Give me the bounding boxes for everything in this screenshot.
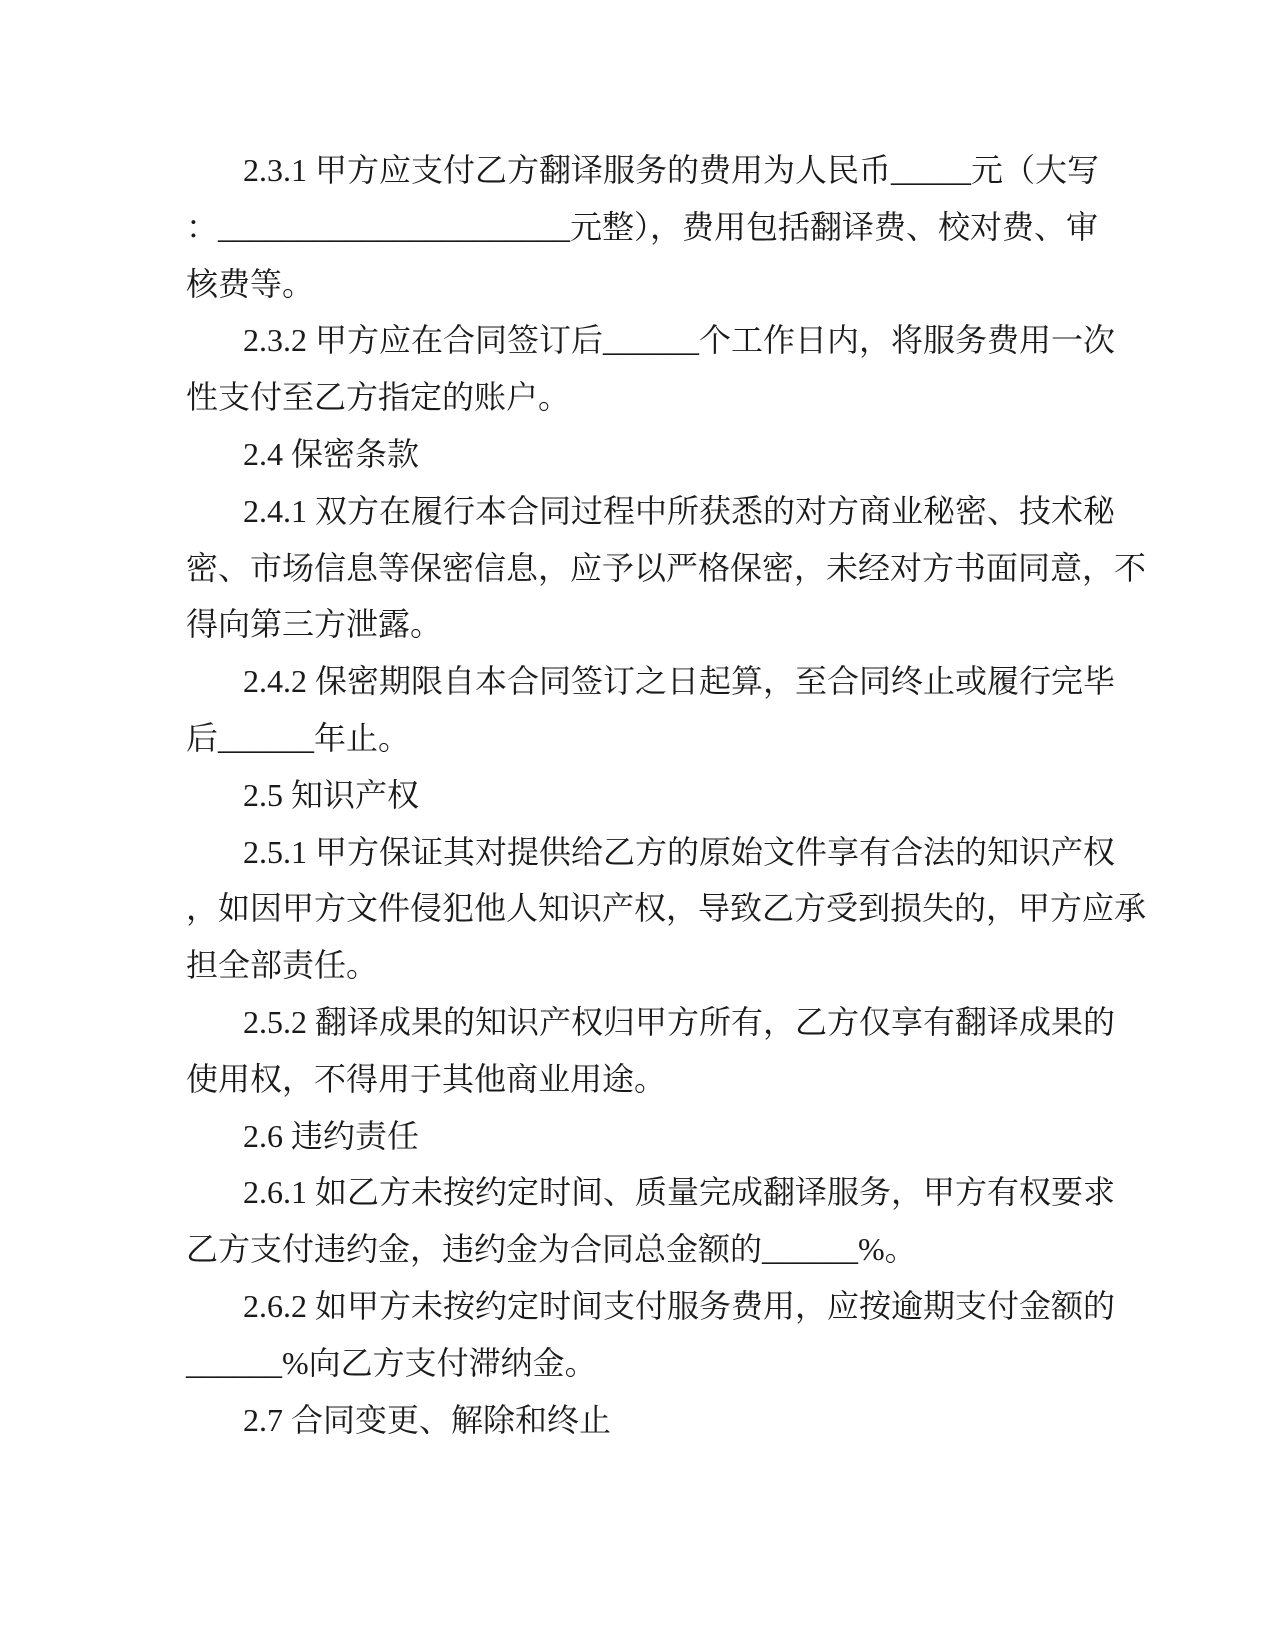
contract-text-block	[186, 142, 1147, 1448]
text-line: 核费等。	[186, 265, 315, 302]
text-line: 2.5.2 翻译成果的知识产权归甲方所有，乙方仅享有翻译成果的	[243, 1003, 1116, 1040]
text-line: 2.3.1 甲方应支付乙方翻译服务的费用为人民币_____元（大写	[243, 152, 1100, 188]
text-line: 使用权，不得用于其他商业用途。	[186, 1060, 667, 1097]
text-line: 得向第三方泄露。	[186, 606, 443, 643]
text-line: 2.5.1 甲方保证其对提供给乙方的原始文件享有合法的知识产权	[243, 833, 1116, 870]
text-line: 2.6 违约责任	[243, 1117, 420, 1154]
text-line: 后______年止。	[186, 719, 411, 756]
text-line: 2.4.2 保密期限自本合同签订之日起算，至合同终止或履行完毕	[243, 663, 1116, 700]
text-line: ，如因甲方文件侵犯他人知识产权，导致乙方受到损失的，甲方应承	[186, 890, 1147, 927]
text-line: 2.5 知识产权	[243, 776, 420, 813]
text-line: 2.6.1 如乙方未按约定时间、质量完成翻译服务，甲方有权要求	[243, 1174, 1116, 1211]
text-line: 性支付至乙方指定的账户。	[186, 379, 571, 416]
text-line: 担全部责任。	[186, 947, 379, 984]
text-line: 2.3.2 甲方应在合同签订后______个工作日内，将服务费用一次	[243, 322, 1116, 359]
text-line: ：______________________元整），费用包括翻译费、校对费、审	[186, 208, 1099, 245]
text-line: 密、市场信息等保密信息，应予以严格保密，未经对方书面同意，不	[186, 549, 1147, 586]
text-line: ______%向乙方支付滞纳金。	[186, 1344, 597, 1381]
text-line: 2.6.2 如甲方未按约定时间支付服务费用，应按逾期支付金额的	[243, 1287, 1116, 1324]
text-line: 乙方支付违约金，违约金为合同总金额的______%。	[186, 1231, 917, 1268]
text-line: 2.4 保密条款	[243, 435, 420, 472]
text-line: 2.4.1 双方在履行本合同过程中所获悉的对方商业秘密、技术秘	[243, 492, 1116, 529]
text-line: 2.7 合同变更、解除和终止	[243, 1401, 612, 1438]
